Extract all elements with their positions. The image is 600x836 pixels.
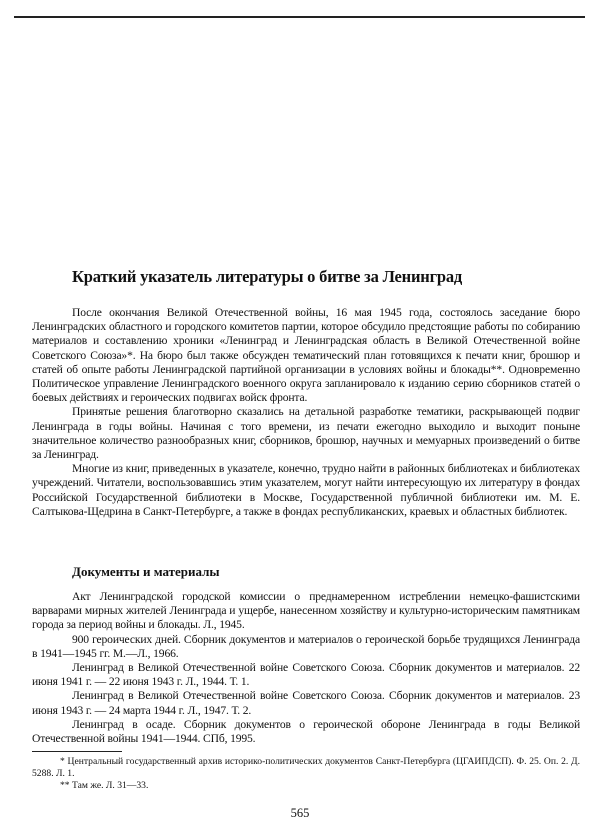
footnote-separator [32, 751, 122, 752]
footnotes [32, 756, 580, 793]
page-title: Краткий указатель литературы о битве за Ленинград [72, 267, 463, 286]
bibliography-entry: Ленинград в Великой Отечественной войне Советского Союза. Сборник документов и материалов. 22 июня 1941 г. — 22 июня 1943 г. Л., 1944. Т. 1. [32, 661, 580, 689]
bibliography-entry: Ленинград в осаде. Сборник документов о героической обороне Ленинграда в годы Великой Отечественной войны 1941—1944. СПб, 1995. [32, 717, 580, 746]
bibliography-list [32, 590, 580, 746]
page-number: 565 [290, 806, 310, 820]
intro-text [32, 306, 580, 519]
intro-paragraph: Многие из книг, приведенных в указателе, конечно, трудно найти в районных библиотеках и библиотеках учреждений. Читатели, воспользовавшись этим указателем, могут найти интересующую их литературу в фондах Российской Государственной библиотеки в Москве, Государственной публичной библиотеки им. М. Е. Салтыкова-Щедрина в Санкт-Петербурге, а также в фондах республиканских, краевых и областных библиотек. [32, 462, 580, 518]
footnote: ** Там же. Л. 31—33. [60, 780, 149, 792]
bibliography-entry: Акт Ленинградской городской комиссии о преднамеренном истреблении немецко-фашистскими варварами мирных жителей Ленинграда и ущербе, нанесенном хозяйству и культурно-историческим памятникам города за период войны и блокады. Л., 1945. [32, 590, 580, 632]
bibliography-entry: Ленинград в Великой Отечественной войне Советского Союза. Сборник документов и материалов. 23 июня 1943 г. — 24 марта 1944 г. Л., 1947. Т. 2. [32, 689, 580, 717]
intro-paragraph: После окончания Великой Отечественной войны, 16 мая 1945 года, состоялось заседание бюро Ленинградских областного и городского комитетов партии, которое обсудило предстоящие работы по собиранию материалов и составлению хроники «Ленинград и Ленинградская область в Великой Отечественной войне Советского Союза»*. На бюро был также обсужден тематический план готовящихся к печати книг, брошюр и статей об опыте работы Ленинградской партийной организации в условиях войны и блокады**. Одновременно Политическое управление Ленинградского военного округа запланировало к изданию серию сборников статей о боевых действиях и героических подвигах войск фронта. [32, 306, 580, 405]
footnote: * Центральный государственный архив историко-политических документов Санкт-Петербурга (ЦГАИПДСП). Ф. 25. Оп. 2. Д. 5288. Л. 1. [32, 756, 580, 780]
top-rule [14, 16, 585, 18]
bibliography-entry: 900 героических дней. Сборник документов и материалов о героической борьбе трудящихся Ленинграда в 1941—1945 гг. М.—Л., 1966. [32, 632, 580, 660]
section-title: Документы и материалы [72, 564, 220, 579]
intro-paragraph: Принятые решения благотворно сказались на детальной разработке тематики, раскрывающей подвиг Ленинграда в годы войны. Начиная с того времени, из печати ежегодно выходило и выходит поныне значительное количество разнообразных книг, сборников, брошюр, научных и мемуарных произведений о битве за Ленинград. [32, 405, 580, 462]
